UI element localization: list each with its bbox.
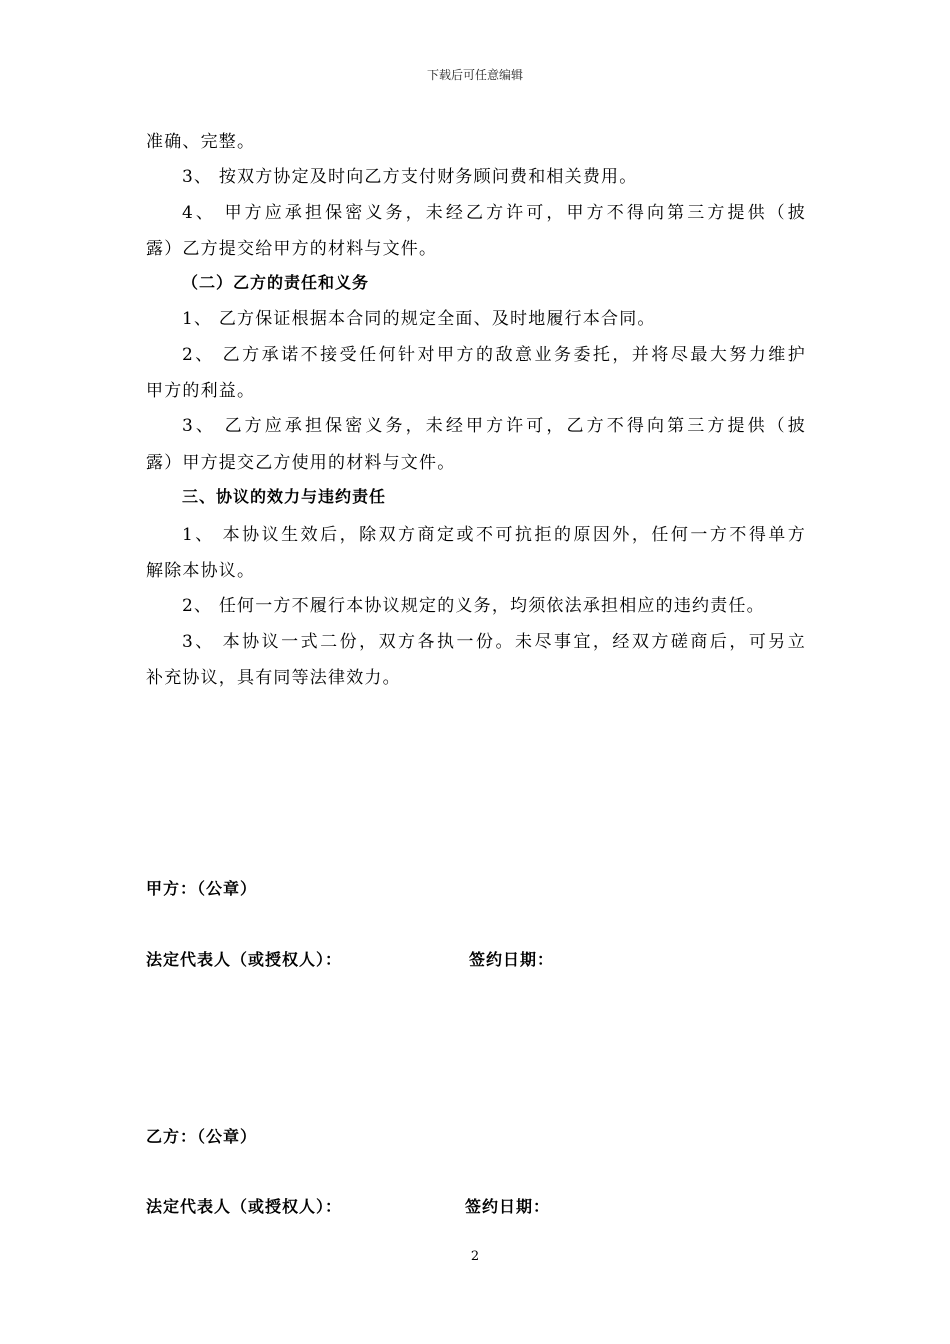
body-line: 3、 乙方应承担保密义务，未经甲方许可，乙方不得向第三方提供（披: [182, 416, 806, 436]
body-line: 甲方的利益。: [146, 381, 256, 401]
section-heading: （二）乙方的责任和义务: [182, 273, 370, 292]
body-line: 准确、完整。: [146, 132, 256, 152]
party-b-representative: 法定代表人（或授权人）：: [146, 1197, 343, 1216]
body-line: 解除本协议。: [146, 561, 256, 581]
body-line: 2、 任何一方不履行本协议规定的义务，均须依法承担相应的违约责任。: [182, 596, 765, 616]
body-line: 补充协议，具有同等法律效力。: [146, 668, 401, 688]
body-line: 露）甲方提交乙方使用的材料与文件。: [146, 453, 456, 473]
page-header: 下载后可任意编辑: [426, 68, 523, 82]
body-line: 4、 甲方应承担保密义务，未经乙方许可，甲方不得向第三方提供（披: [182, 203, 806, 223]
body-line: 1、 乙方保证根据本合同的规定全面、及时地履行本合同。: [182, 309, 656, 329]
body-line: 3、 本协议一式二份，双方各执一份。未尽事宜，经双方磋商后，可另立: [182, 632, 806, 652]
page-number: 2: [470, 1249, 480, 1264]
party-a-representative: 法定代表人（或授权人）：: [146, 950, 343, 969]
party-a-sign-date: 签约日期：: [469, 950, 555, 969]
body-line: 1、 本协议生效后，除双方商定或不可抗拒的原因外，任何一方不得单方: [182, 525, 806, 545]
body-line: 2、 乙方承诺不接受任何针对甲方的敌意业务委托，并将尽最大努力维护: [182, 345, 806, 365]
section-heading: 三、协议的效力与违约责任: [182, 487, 387, 506]
party-b-sign-date: 签约日期：: [465, 1197, 551, 1216]
party-b-seal: 乙方：（公章）: [146, 1127, 258, 1146]
body-line: 露）乙方提交给甲方的材料与文件。: [146, 239, 438, 259]
body-line: 3、 按双方协定及时向乙方支付财务顾问费和相关费用。: [182, 167, 638, 187]
party-a-seal: 甲方：（公章）: [146, 879, 258, 898]
